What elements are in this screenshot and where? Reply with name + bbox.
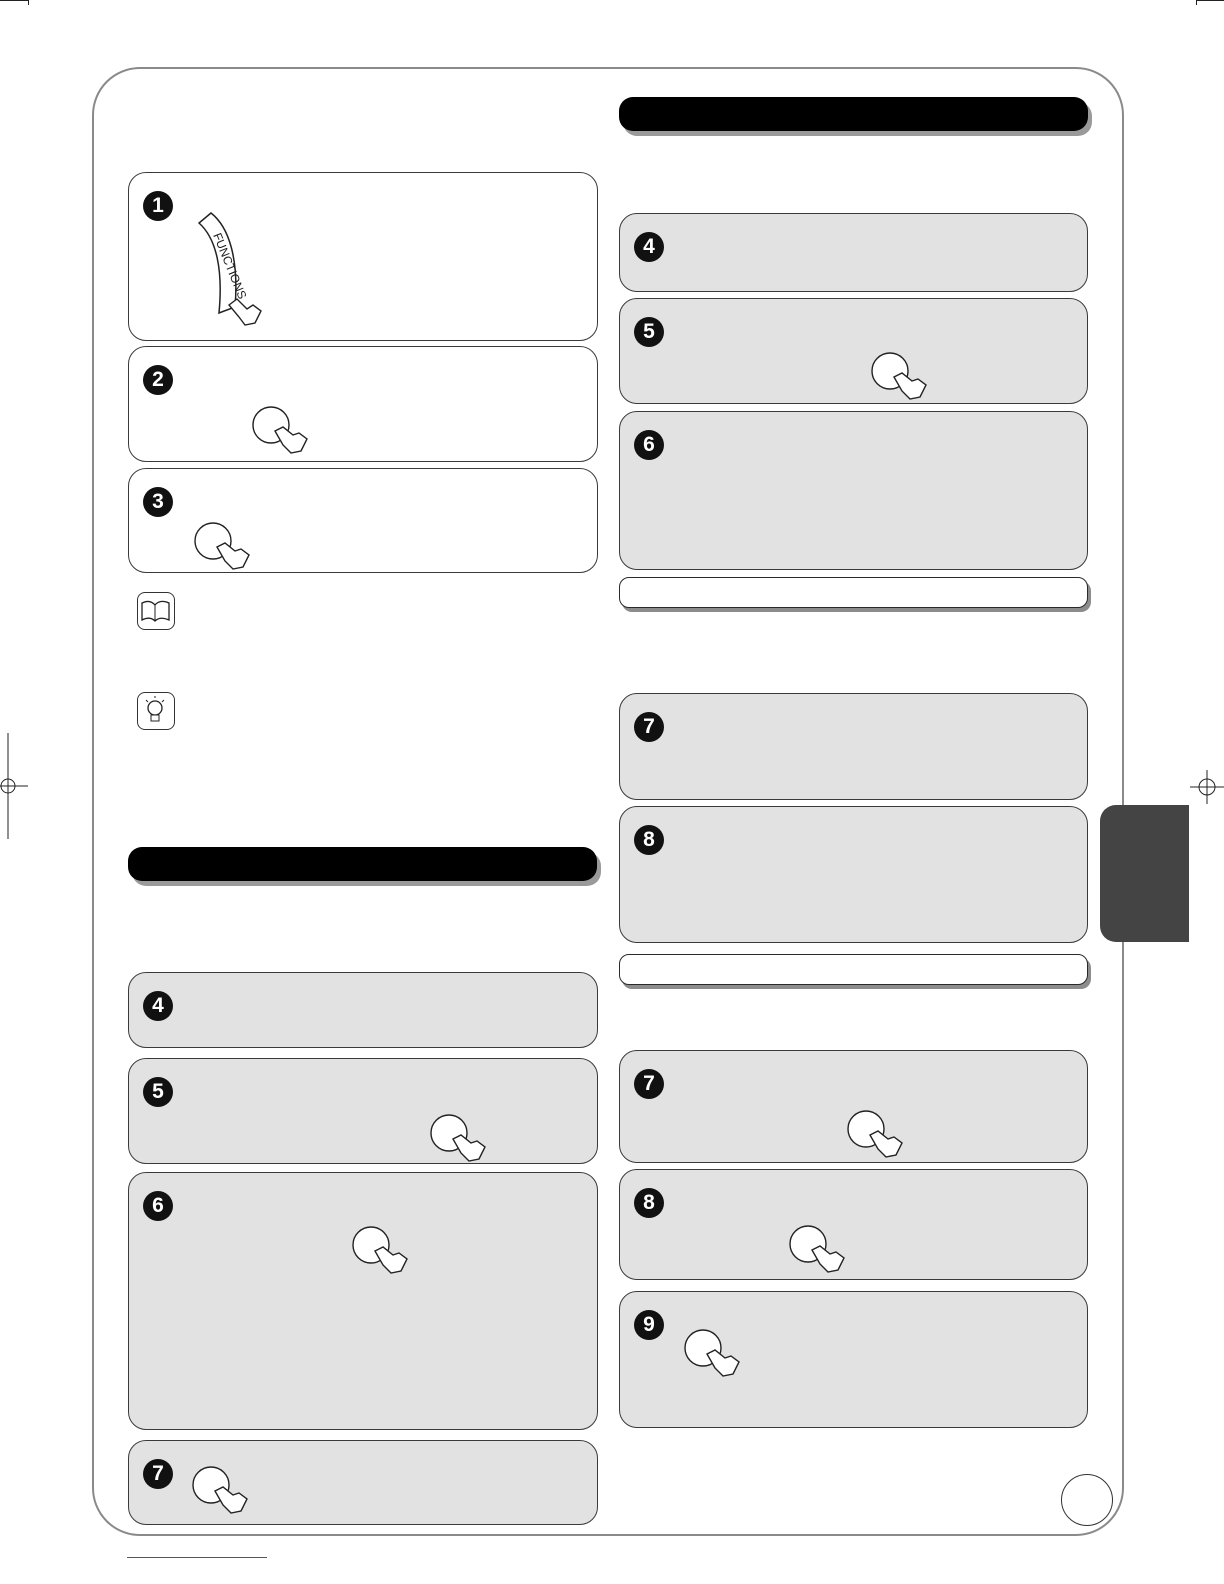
pressing-hand-icon[interactable] <box>788 1224 852 1276</box>
note-book-icon <box>137 592 175 630</box>
step-number: 8 <box>634 825 664 855</box>
step-box <box>619 1050 1088 1163</box>
pressing-hand-icon[interactable] <box>429 1113 493 1165</box>
step-number: 1 <box>143 191 173 221</box>
pressing-hand-icon[interactable] <box>683 1328 747 1380</box>
step-number: 2 <box>143 365 173 395</box>
step-box <box>619 1291 1088 1428</box>
pressing-hand-icon[interactable] <box>870 351 934 403</box>
crop-mark <box>0 0 28 1</box>
step-number: 3 <box>143 487 173 517</box>
step-box <box>128 346 598 462</box>
page-number-circle <box>1061 1474 1113 1526</box>
step-number: 5 <box>634 317 664 347</box>
section-header-bar <box>128 847 597 881</box>
section-sub-bar <box>619 954 1088 985</box>
registration-mark-right <box>1190 770 1224 804</box>
step-number: 9 <box>634 1310 664 1340</box>
pressing-hand-icon[interactable] <box>351 1225 415 1277</box>
step-box <box>619 213 1088 292</box>
functions-button[interactable] <box>189 209 269 329</box>
crop-mark <box>1196 0 1197 5</box>
footer-underline <box>127 1557 267 1558</box>
pressing-hand-icon[interactable] <box>193 521 257 573</box>
crop-mark <box>28 0 29 5</box>
step-number: 6 <box>634 430 664 460</box>
step-box <box>128 1440 598 1525</box>
step-box <box>128 468 598 573</box>
section-header-bar <box>619 97 1088 131</box>
step-box <box>619 693 1088 800</box>
step-number: 7 <box>634 712 664 742</box>
step-box <box>128 1058 598 1164</box>
pressing-hand-icon <box>229 299 261 325</box>
step-box <box>619 1169 1088 1280</box>
chapter-side-tab <box>1100 805 1189 942</box>
section-sub-bar <box>619 577 1088 608</box>
step-number: 7 <box>634 1069 664 1099</box>
step-number: 4 <box>634 232 664 262</box>
step-number: 7 <box>143 1459 173 1489</box>
step-number: 8 <box>634 1188 664 1218</box>
functions-label: FUNCTIONS <box>210 230 250 302</box>
step-box <box>619 411 1088 570</box>
note-book-icon <box>138 593 173 628</box>
step-box <box>128 972 598 1048</box>
pressing-hand-icon[interactable] <box>251 405 315 457</box>
step-box <box>128 1172 598 1430</box>
registration-mark-left <box>0 733 30 839</box>
pressing-hand-icon[interactable] <box>191 1465 255 1517</box>
step-number: 5 <box>143 1077 173 1107</box>
light-bulb-icon <box>138 693 173 728</box>
step-box <box>619 806 1088 943</box>
step-box <box>128 172 598 341</box>
light-bulb-icon <box>137 692 175 730</box>
crop-mark <box>1196 0 1224 1</box>
step-number: 6 <box>143 1191 173 1221</box>
step-number: 4 <box>143 991 173 1021</box>
step-box <box>619 298 1088 404</box>
pressing-hand-icon[interactable] <box>846 1109 910 1161</box>
